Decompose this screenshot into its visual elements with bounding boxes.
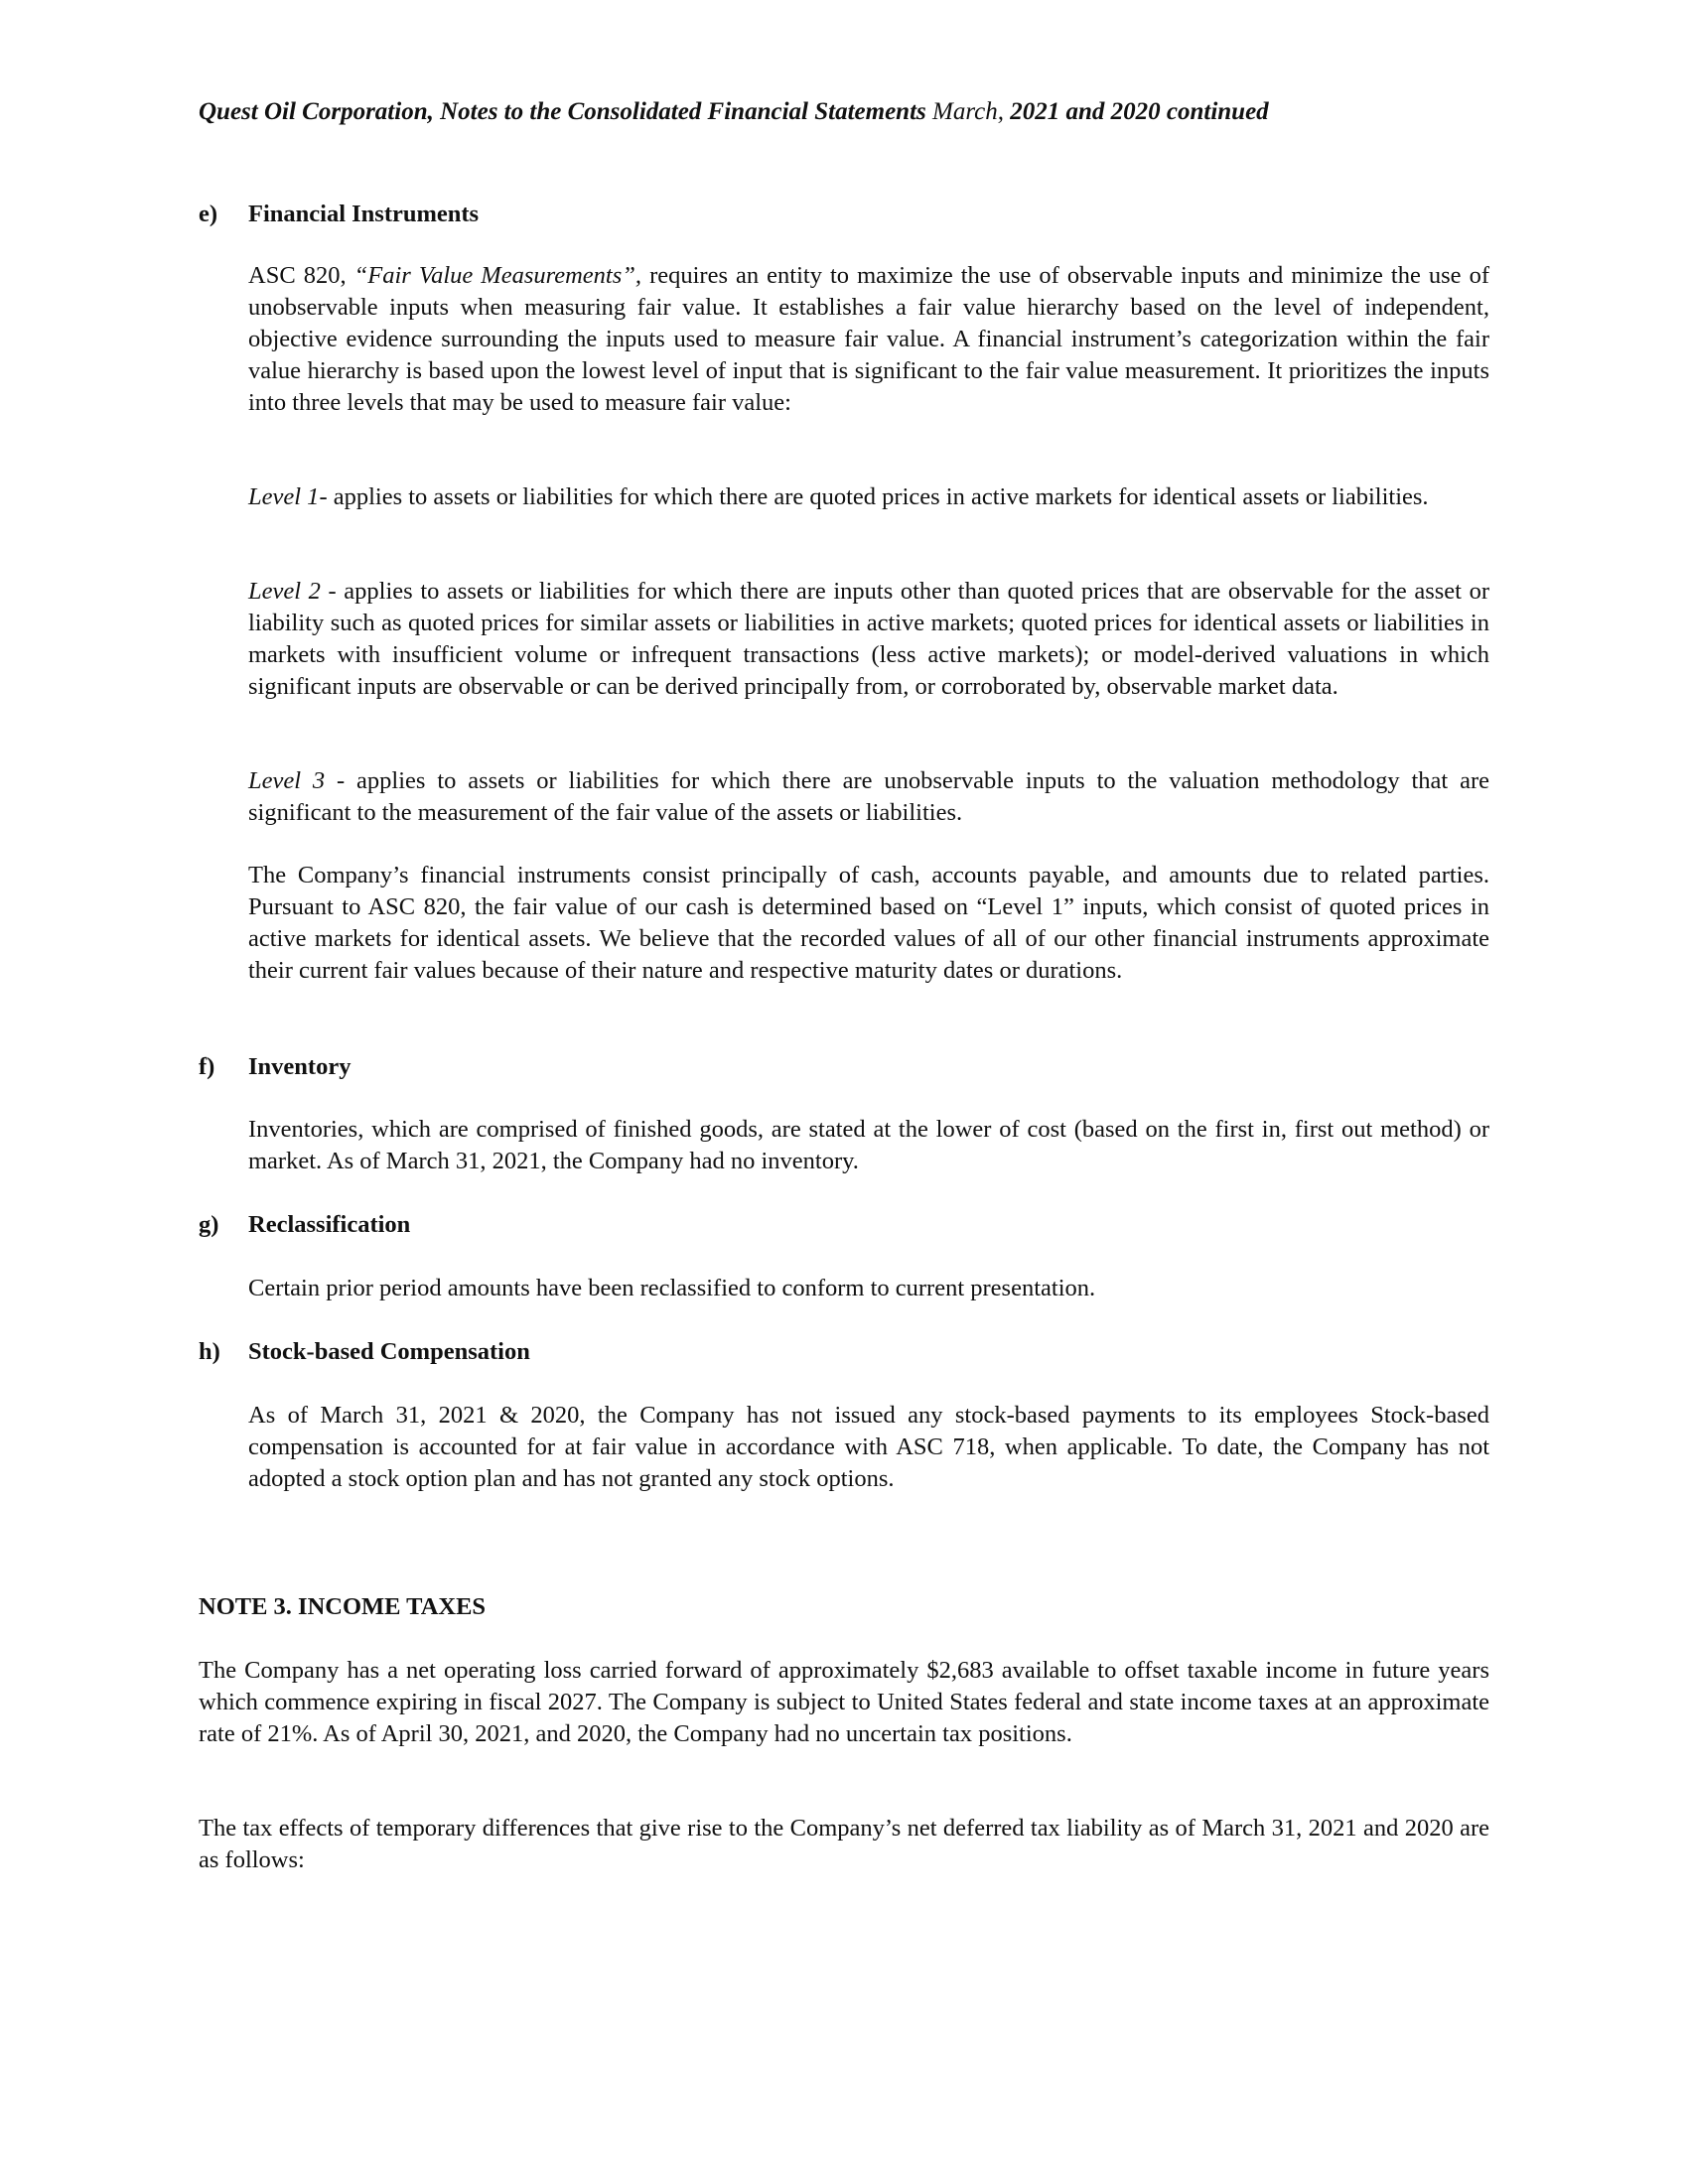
section-f-title: Inventory bbox=[248, 1053, 352, 1080]
section-h-title: Stock-based Compensation bbox=[248, 1338, 530, 1365]
page-header bbox=[199, 96, 1489, 128]
fair-value-intro-text: requires an entity to maximize the use of observable inputs and minimize the use of unobservable inputs when measuring fair value. It establishes a fair value hierarchy based on the level of independent, objective evidence surrounding the inputs used to measure fair value. A financial instrument’s categorization within the fair value hierarchy is based upon the lowest level of input that is significant to the fair value measurement. It prioritizes the inputs into three levels that may be used to measure fair value: bbox=[248, 262, 1489, 416]
asc-820-prefix: ASC 820, bbox=[248, 262, 354, 289]
level-1-paragraph bbox=[248, 481, 1489, 513]
level-1-text: - applies to assets or liabilities for which there are quoted prices in active markets for identical assets or liabilities. bbox=[319, 483, 1429, 510]
section-e-letter: e) bbox=[199, 201, 218, 227]
section-g-title: Reclassification bbox=[248, 1211, 411, 1238]
deferred-tax-paragraph: The tax effects of temporary differences that give rise to the Company’s net deferred tax liability as of March 31, 2021 and 2020 are as follows: bbox=[199, 1815, 1489, 1873]
section-h-letter: h) bbox=[199, 1338, 220, 1365]
level-2-text: - applies to assets or liabilities for which there are inputs other than quoted prices that are observable for the asset or liability such as quoted prices for similar assets or liabilities in active markets; quoted prices for identical assets or liabilities in markets with insufficient volume or infrequent transactions (less active markets); or model-derived valuations in which significant inputs are observable or can be derived principally from, or corroborated by, observable market data. bbox=[248, 578, 1489, 700]
inventory-paragraph: Inventories, which are comprised of finished goods, are stated at the lower of cost (based on the first in, first out method) or market. As of March 31, 2021, the Company had no inventory. bbox=[248, 1116, 1489, 1174]
header-years: 2021 and 2020 continued bbox=[1010, 98, 1269, 125]
section-g-letter: g) bbox=[199, 1211, 219, 1238]
level-3-text: - applies to assets or liabilities for which there are unobservable inputs to the valuation methodology that are significant to the measurement of the fair value of the assets or liabilities. bbox=[248, 767, 1489, 826]
level-2-label: Level 2 bbox=[248, 578, 321, 605]
reclassification-paragraph: Certain prior period amounts have been reclassified to conform to current presentation. bbox=[248, 1275, 1096, 1301]
section-f-letter: f) bbox=[199, 1053, 215, 1080]
level-3-label: Level 3 bbox=[248, 767, 326, 794]
header-period: March, bbox=[932, 98, 1004, 125]
header-company-notes: Quest Oil Corporation, Notes to the Consolidated Financial Statements bbox=[199, 98, 926, 125]
financial-instruments-paragraph: The Company’s financial instruments consist principally of cash, accounts payable, and amounts due to related parties. Pursuant to ASC 820, the fair value of our cash is determined based on “Level 1” inputs, which consist of quoted prices in active markets for identical assets. We believe that the recorded values of all of our other financial instruments approximate their current fair values because of their nature and respective maturity dates or durations. bbox=[248, 862, 1489, 984]
section-e-title: Financial Instruments bbox=[248, 201, 480, 227]
stock-compensation-paragraph: As of March 31, 2021 & 2020, the Company has not issued any stock-based payments to its employees Stock-based compensation is accounted for at fair value in accordance with ASC 718, when applicable. To date, the Company has not adopted a stock option plan and has not granted any stock options. bbox=[248, 1402, 1489, 1492]
note-3-title: NOTE 3. INCOME TAXES bbox=[199, 1593, 487, 1620]
income-taxes-paragraph: The Company has a net operating loss carried forward of approximately $2,683 available to offset taxable income in future years which commence expiring in fiscal 2027. The Company is subject to United States federal and state income taxes at an approximate rate of 21%. As of April 30, 2021, and 2020, the Company had no uncertain tax positions. bbox=[199, 1657, 1489, 1747]
level-2-paragraph bbox=[248, 576, 1489, 703]
fair-value-intro-paragraph bbox=[248, 260, 1489, 419]
level-3-paragraph bbox=[248, 765, 1489, 829]
asc-820-title: “Fair Value Measurements”, bbox=[353, 262, 642, 289]
level-1-label: Level 1 bbox=[248, 483, 320, 510]
